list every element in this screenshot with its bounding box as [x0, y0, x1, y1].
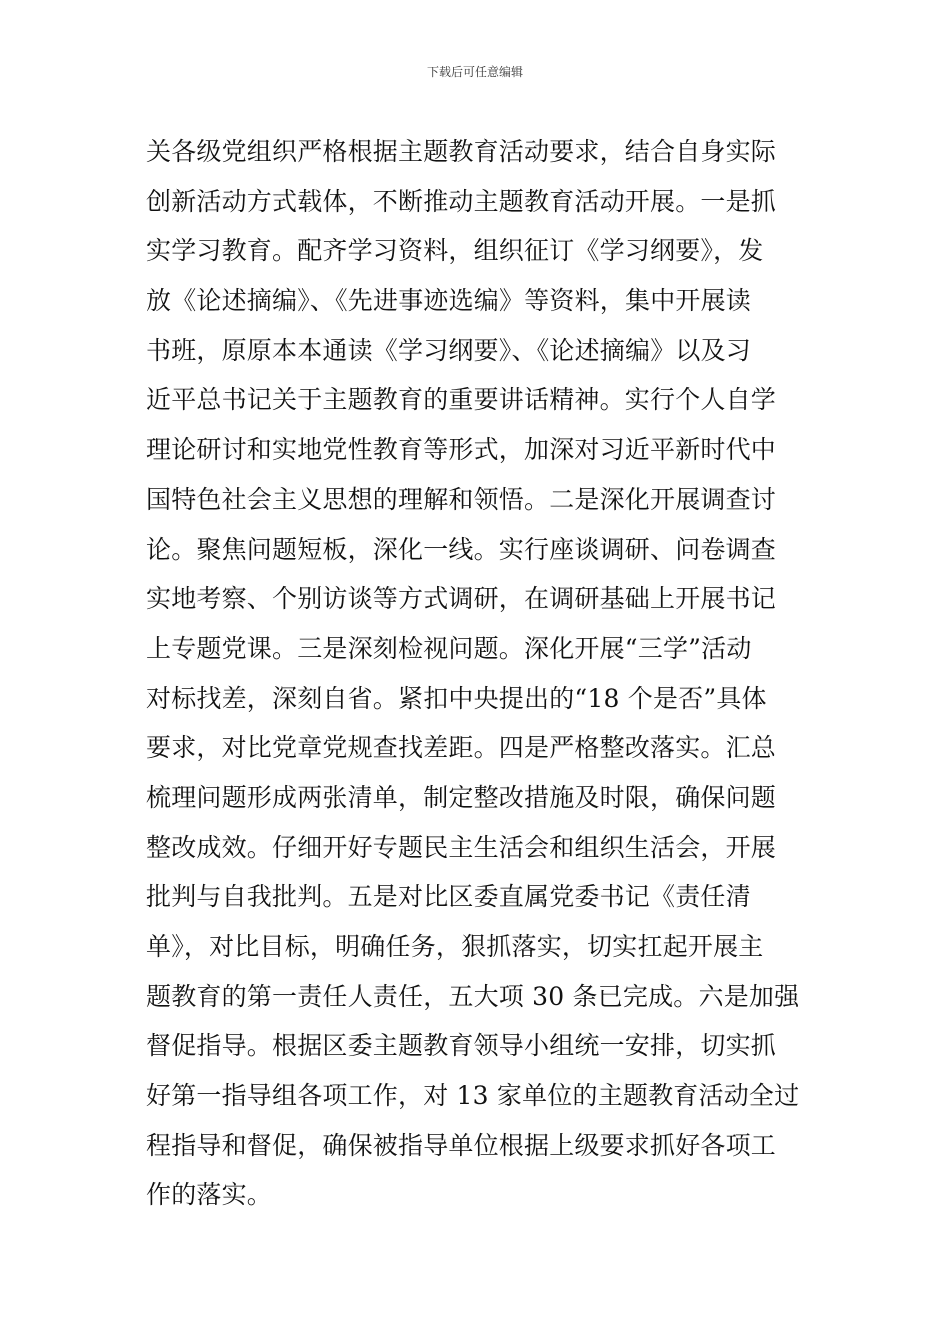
text-line: 放《论述摘编》、《先进事迹选编》等资料，集中开展读 [146, 286, 752, 316]
text-line: 实学习教育。配齐学习资料，组织征订《学习纲要》，发 [146, 236, 764, 266]
text-line: 国特色社会主义思想的理解和领悟。二是深化开展调查讨 [146, 484, 777, 514]
text-line: 近平总书记关于主题教育的重要讲话精神。实行个人自学 [146, 385, 777, 415]
text-line: 单》，对比目标，明确任务，狠抓落实，切实扛起开展主 [146, 932, 764, 961]
text-line: 整改成效。仔细开好专题民主生活会和组织生活会，开展 [146, 832, 777, 862]
text-line: 创新活动方式载体，不断推动主题教育活动开展。一是抓 [146, 186, 777, 216]
text-line: 实地考察、个别访谈等方式调研，在调研基础上开展书记 [146, 584, 777, 614]
text-line: 督促指导。根据区委主题教育领导小组统一安排，切实抓 [146, 1031, 777, 1061]
text-line: 对标找差，深刻自省。紧扣中央提出的“18 个是否”具体 [146, 683, 767, 713]
text-line: 书班，原原本本通读《学习纲要》、《论述摘编》以及习 [146, 335, 752, 365]
text-line: 要求，对比党章党规查找差距。四是严格整改落实。汇总 [146, 733, 777, 763]
text-line: 上专题党课。三是深刻检视问题。深化开展“三学”活动 [146, 633, 752, 663]
page-header: 下载后可任意编辑 [426, 65, 523, 79]
text-line: 梳理问题形成两张清单，制定整改措施及时限，确保问题 [146, 782, 777, 812]
document-body [146, 127, 816, 1220]
text-line: 论。聚焦问题短板，深化一线。实行座谈调研、问卷调查 [146, 534, 777, 564]
text-line: 作的落实。 [146, 1180, 273, 1210]
text-line: 关各级党组织严格根据主题教育活动要求，结合自身实际 [146, 137, 777, 166]
text-line: 题教育的第一责任人责任，五大项 30 条已完成。六是加强 [146, 981, 800, 1011]
text-line: 程指导和督促，确保被指导单位根据上级要求抓好各项工 [146, 1130, 777, 1160]
text-line: 好第一指导组各项工作，对 13 家单位的主题教育活动全过 [146, 1081, 800, 1111]
text-line: 理论研讨和实地党性教育等形式，加深对习近平新时代中 [146, 435, 777, 465]
text-line: 批判与自我批判。五是对比区委直属党委书记《责任清 [146, 882, 751, 912]
